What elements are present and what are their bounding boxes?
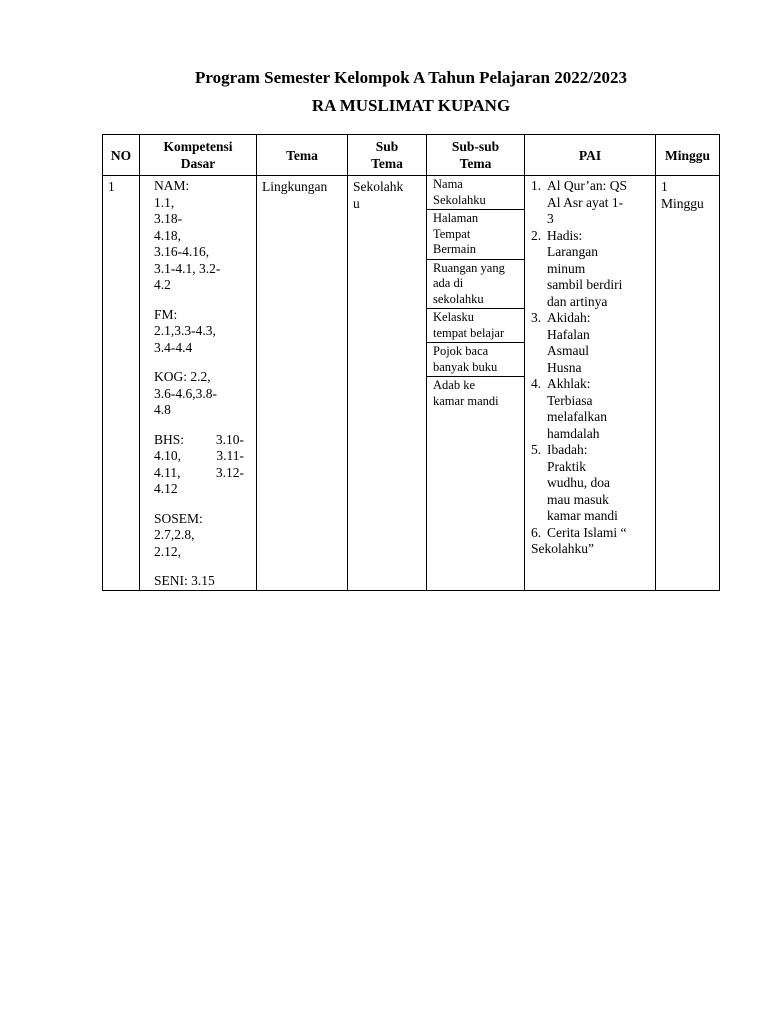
list-item: Kelasku tempat belajar (427, 309, 524, 343)
list-item: 5. Ibadah: Praktik wudhu, doa mau masuk kamar mandi (531, 442, 618, 523)
header-sub-tema: Sub Tema (348, 135, 427, 176)
header-tema: Tema (257, 135, 348, 176)
header-kompetensi-dasar: Kompetensi Dasar (140, 135, 257, 176)
cell-sub-tema: Sekolahk u (348, 176, 427, 591)
cell-tema: Lingkungan (257, 176, 348, 591)
header-no: NO (103, 135, 140, 176)
cell-minggu: 1 Minggu (656, 176, 720, 591)
list-item: 1. Al Qur’an: QS Al Asr ayat 1- 3 (531, 178, 627, 226)
list-item: Adab ke kamar mandi (433, 378, 499, 408)
list-item: Ruangan yang ada di sekolahku (427, 260, 524, 310)
cell-no: 1 (103, 176, 140, 591)
list-item: Nama Sekolahku (427, 176, 524, 210)
kd-sosem: SOSEM: 2.7,2.8, 2.12, (154, 510, 203, 559)
cell-sub-sub-tema (427, 176, 525, 591)
document-title: Program Semester Kelompok A Tahun Pelajaran 2022/2023 (195, 68, 627, 87)
kd-seni: SENI: 3.15 (154, 573, 215, 588)
kd-nam: NAM: 1.1, 3.18- 4.18, 3.16-4.16, 3.1-4.1, 3.2- 4.2 (154, 178, 221, 292)
list-item: 3. Akidah: Hafalan Asmaul Husna (531, 310, 591, 375)
kd-fm: FM: 2.1,3.3-4.3, 3.4-4.4 (154, 306, 216, 355)
list-item: Halaman Tempat Bermain (427, 210, 524, 260)
kd-bhs: BHS: 3.10- 4.10, 3.11- 4.11, 3.12- 4.12 (154, 431, 244, 496)
list-item: Pojok baca banyak buku (427, 343, 524, 377)
header-minggu: Minggu (656, 135, 720, 176)
cell-pai (525, 176, 656, 591)
list-item: 2. Hadis: Larangan minum sambil berdiri dan artinya (531, 227, 623, 309)
header-pai: PAI (525, 135, 656, 176)
table-row (103, 176, 720, 591)
program-table (102, 134, 720, 591)
list-item: 6. Cerita Islami “ (531, 524, 627, 540)
document-subtitle: RA MUSLIMAT KUPANG (311, 96, 511, 115)
header-sub-sub-tema: Sub-sub Tema (427, 135, 525, 176)
kd-kog: KOG: 2.2, 3.6-4.6,3.8- 4.8 (154, 369, 217, 417)
table-header-row (103, 135, 720, 176)
pai-continuation: Sekolahku” (531, 541, 594, 556)
cell-kompetensi-dasar (140, 176, 257, 591)
list-item: 4. Akhlak: Terbiasa melafalkan hamdalah (531, 376, 607, 441)
